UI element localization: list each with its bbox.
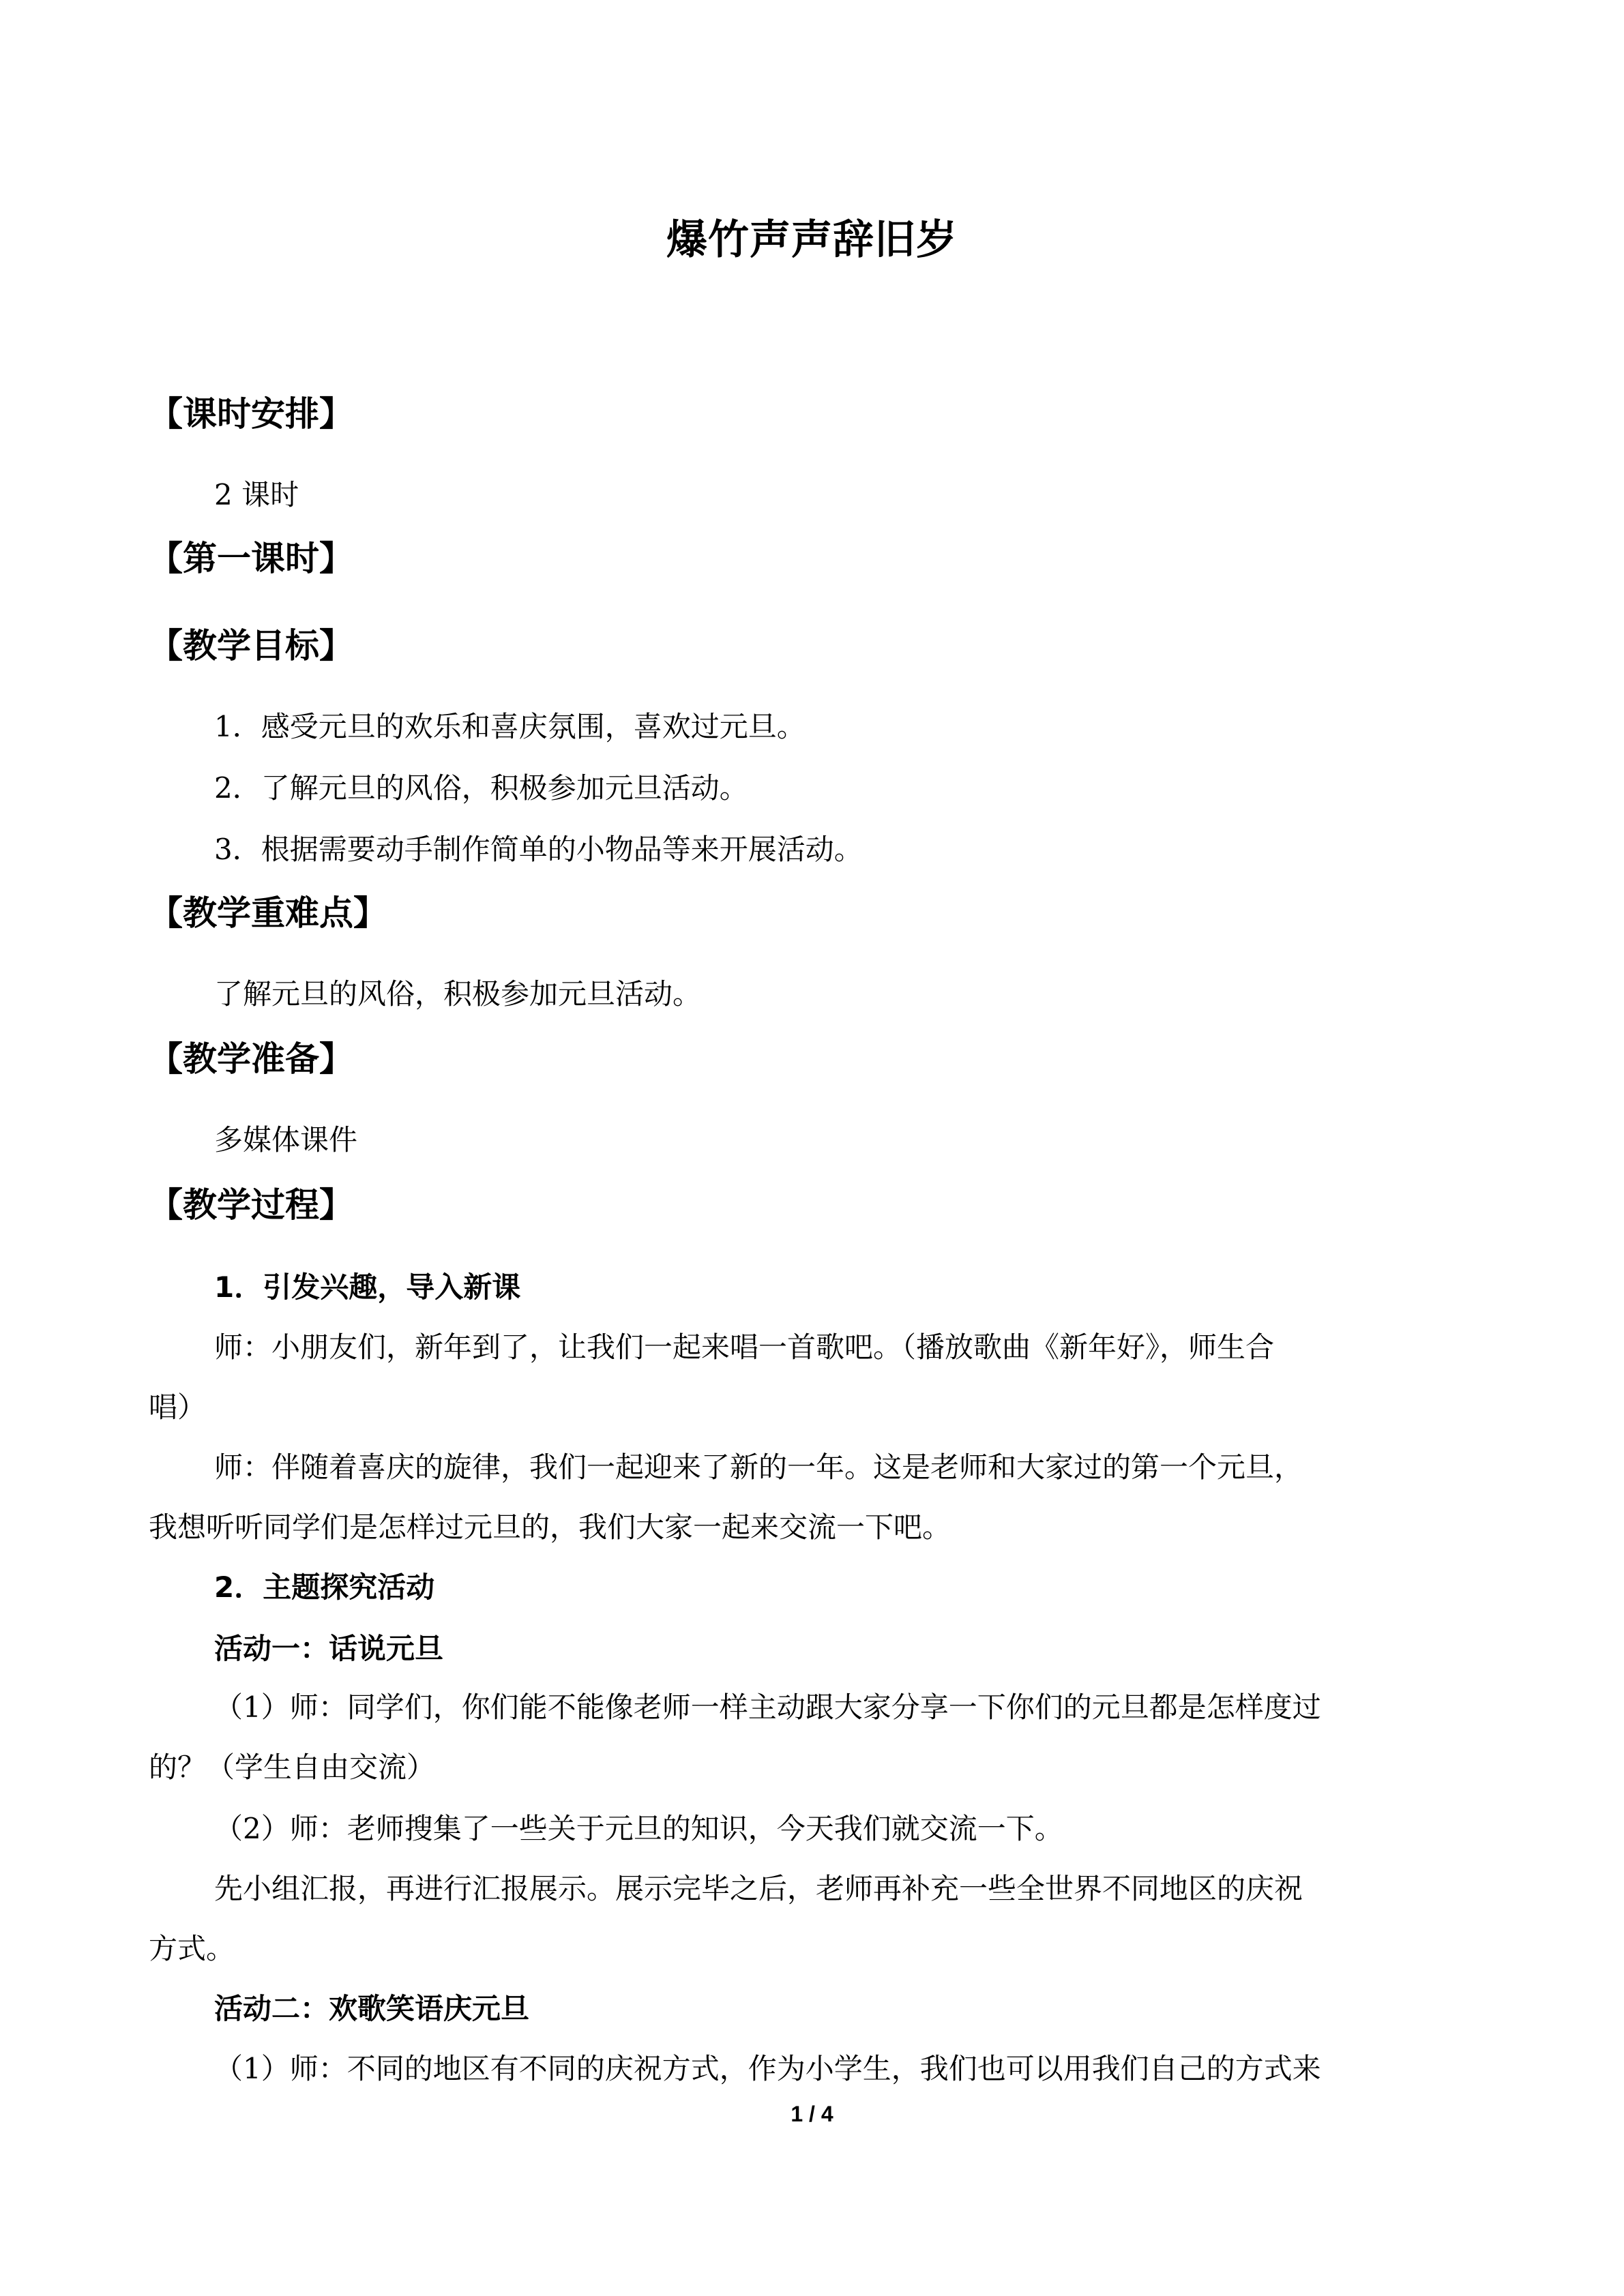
- heading-goals: 【教学目标】: [149, 626, 353, 666]
- activity1-paragraph1-line2: 的？（学生自由交流）: [149, 1750, 436, 1784]
- schedule-text: 2 课时: [214, 478, 299, 511]
- activity1-paragraph3-line2: 方式。: [149, 1932, 235, 1965]
- heading-key-points: 【教学重难点】: [149, 893, 387, 933]
- activity1-paragraph1-line1: （1）师：同学们，你们能不能像老师一样主动跟大家分享一下你们的元旦都是怎样度过: [214, 1690, 1321, 1724]
- step1-paragraph1-line2: 唱）: [149, 1390, 207, 1424]
- preparation-text: 多媒体课件: [214, 1123, 358, 1157]
- step1-paragraph2-line1: 师：伴随着喜庆的旋律，我们一起迎来了新的一年。这是老师和大家过的第一个元旦，: [214, 1450, 1303, 1484]
- document-title: 爆竹声声辞旧岁: [666, 216, 958, 264]
- step1-title: 1．引发兴趣，导入新课: [214, 1270, 521, 1304]
- step1-paragraph1-line1: 师：小朋友们，新年到了，让我们一起来唱一首歌吧。（播放歌曲《新年好》，师生合: [214, 1330, 1275, 1364]
- goal-item-1: 1．感受元旦的欢乐和喜庆氛围，喜欢过元旦。: [214, 710, 806, 743]
- step1-paragraph2-line2: 我想听听同学们是怎样过元旦的，我们大家一起来交流一下吧。: [149, 1510, 951, 1544]
- activity2-paragraph1-line1: （1）师：不同的地区有不同的庆祝方式，作为小学生，我们也可以用我们自己的方式来: [214, 2052, 1321, 2085]
- goal-item-3: 3．根据需要动手制作简单的小物品等来开展活动。: [214, 833, 863, 866]
- goal-item-2: 2．了解元旦的风俗，积极参加元旦活动。: [214, 771, 748, 805]
- step2-title: 2．主题探究活动: [214, 1570, 435, 1604]
- activity1-paragraph3-line1: 先小组汇报，再进行汇报展示。展示完毕之后，老师再补充一些全世界不同地区的庆祝: [214, 1872, 1303, 1905]
- page-number: 1 / 4: [791, 2102, 833, 2126]
- heading-preparation: 【教学准备】: [149, 1039, 353, 1079]
- activity1-title: 活动一：话说元旦: [214, 1632, 444, 1665]
- heading-schedule: 【课时安排】: [149, 394, 353, 434]
- heading-first-lesson: 【第一课时】: [149, 539, 353, 578]
- heading-process: 【教学过程】: [149, 1185, 353, 1225]
- activity1-paragraph2: （2）师：老师搜集了一些关于元旦的知识，今天我们就交流一下。: [214, 1812, 1063, 1845]
- activity2-title: 活动二：欢歌笑语庆元旦: [214, 1992, 530, 2025]
- key-points-text: 了解元旦的风俗，积极参加元旦活动。: [214, 977, 702, 1011]
